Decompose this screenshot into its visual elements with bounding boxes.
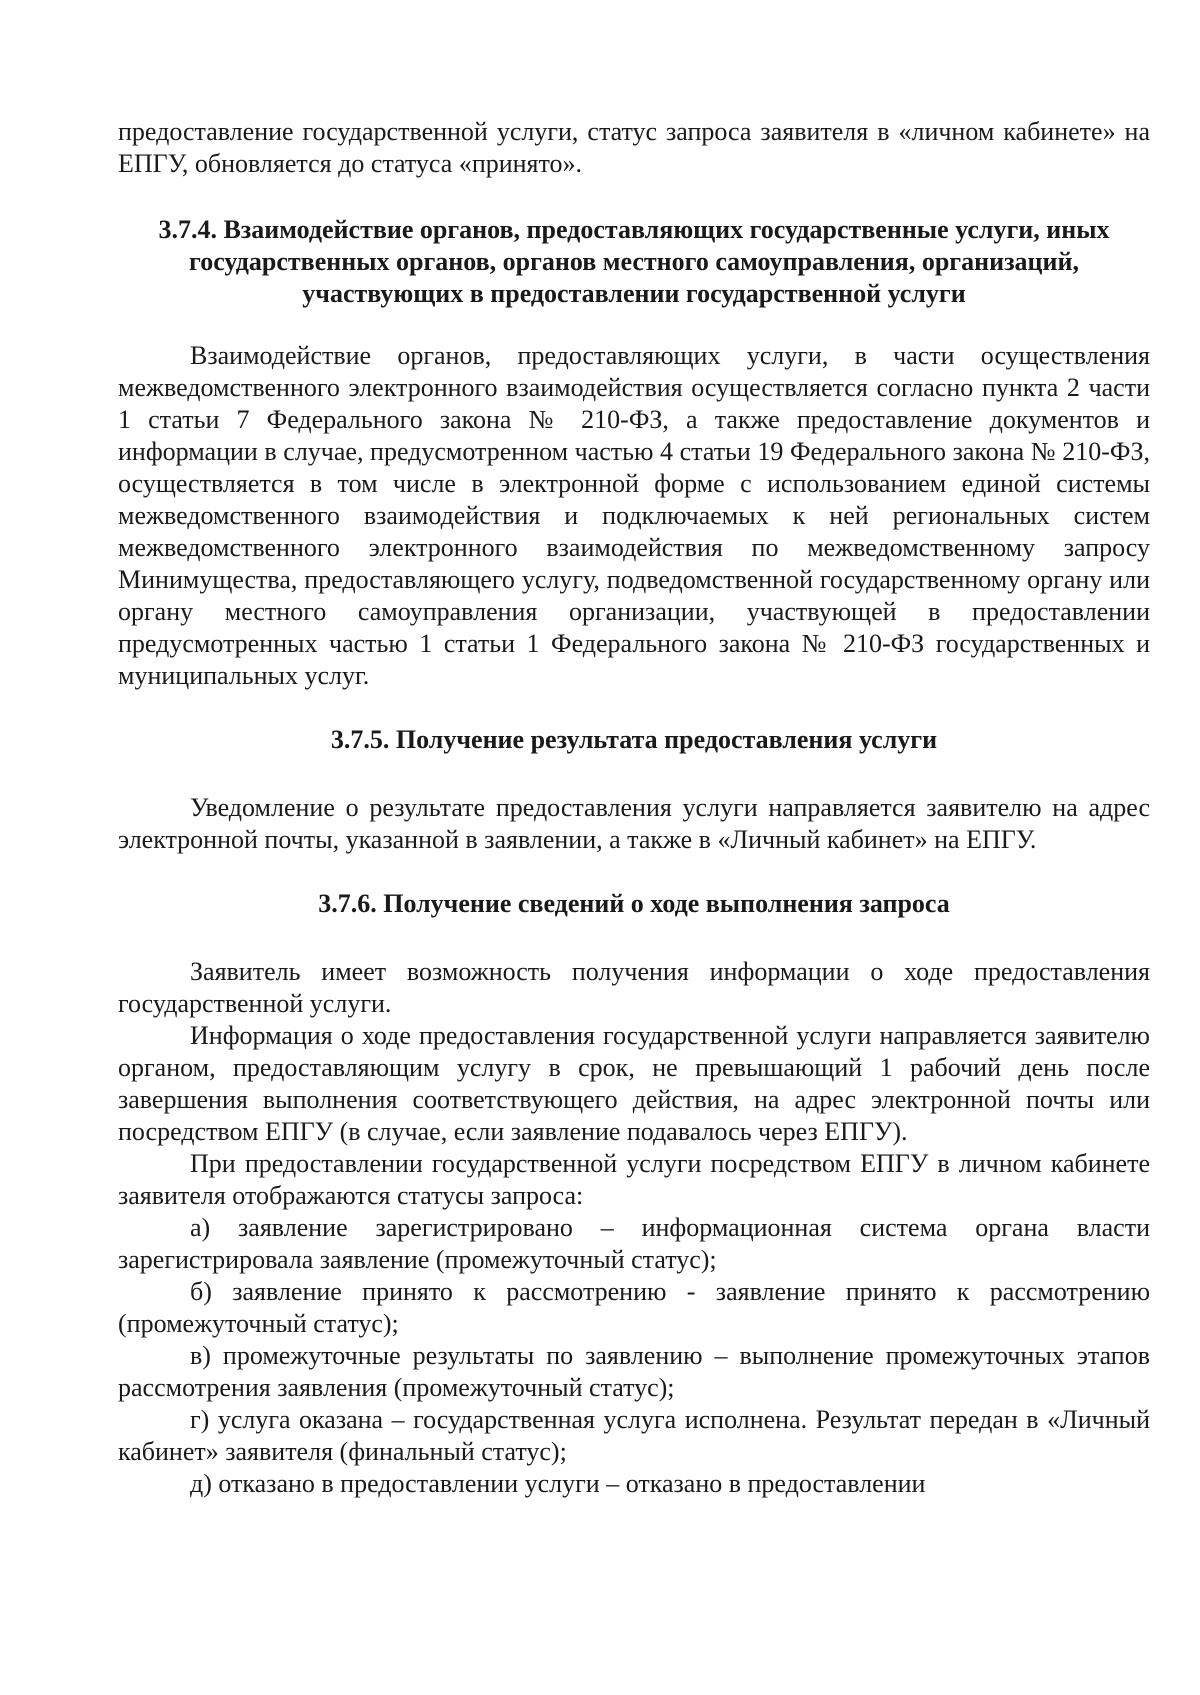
section-3-7-6-heading: 3.7.6. Получение сведений о ходе выполнения запроса — [318, 889, 950, 918]
status-list-item: в) промежуточные результаты по заявлению – выполнение промежуточных этапов рассмотрения заявления (промежуточный статус); — [118, 1341, 1150, 1402]
intro-paragraph: предоставление государственной услуги, статус запроса заявителя в «личном кабинете» на ЕПГУ, обновляется до статуса «принято». — [118, 117, 1150, 178]
status-list-item: д) отказано в предоставлении услуги – отказано в предоставлении — [190, 1469, 926, 1498]
document-body — [118, 116, 1150, 1500]
section-3-7-6-paragraph: При предоставлении государственной услуги посредством ЕПГУ в личном кабинете заявителя отображаются статусы запроса: — [118, 1149, 1150, 1210]
status-list-item: а) заявление зарегистрировано – информационная система органа власти зарегистрировала заявление (промежуточный статус); — [118, 1213, 1150, 1274]
section-3-7-4-paragraph: Взаимодействие органов, предоставляющих услуги, в части осуществления межведомственного электронного взаимодействия осуществляется согласно пункта 2 части 1 статьи 7 Федерального закона № 210-ФЗ, а также предоставление документов и информации в случае, предусмотренном частью 4 статьи 19 Федерального закона № 210-ФЗ, осуществляется в том числе в электронной форме с использованием единой системы межведомственного взаимодействия и подключаемых к ней региональных систем межведомственного электронного взаимодействия по межведомственному запросу Минимущества, предоставляющего услугу, подведомственной государственному органу или органу местного самоуправления организации, участвующей в предоставлении предусмотренных частью 1 статьи 1 Федерального закона № 210-ФЗ государственных и муниципальных услуг. — [118, 341, 1150, 690]
section-3-7-6-paragraph: Заявитель имеет возможность получения информации о ходе предоставления государственной услуги. — [118, 957, 1150, 1018]
section-3-7-4-heading: 3.7.4. Взаимодействие органов, предоставляющих государственные услуги, иных государственных органов, органов местного самоуправления, организаций, участвующих в предоставлении государственной услуги — [158, 215, 1110, 308]
section-3-7-6-paragraph: Информация о ходе предоставления государственной услуги направляется заявителю органом, предоставляющим услугу в срок, не превышающий 1 рабочий день после завершения выполнения соответствующего действия, на адрес электронной почты или посредством ЕПГУ (в случае, если заявление подавалось через ЕПГУ). — [118, 1021, 1150, 1146]
section-3-7-5-paragraph: Уведомление о результате предоставления услуги направляется заявителю на адрес электронной почты, указанной в заявлении, а также в «Личный кабинет» на ЕПГУ. — [118, 793, 1150, 854]
status-list-item: г) услуга оказана – государственная услуга исполнена. Результат передан в «Личный кабинет» заявителя (финальный статус); — [118, 1405, 1150, 1466]
status-list-item: б) заявление принято к рассмотрению - заявление принято к рассмотрению (промежуточный статус); — [118, 1277, 1150, 1338]
section-3-7-5-heading: 3.7.5. Получение результата предоставления услуги — [330, 725, 938, 754]
